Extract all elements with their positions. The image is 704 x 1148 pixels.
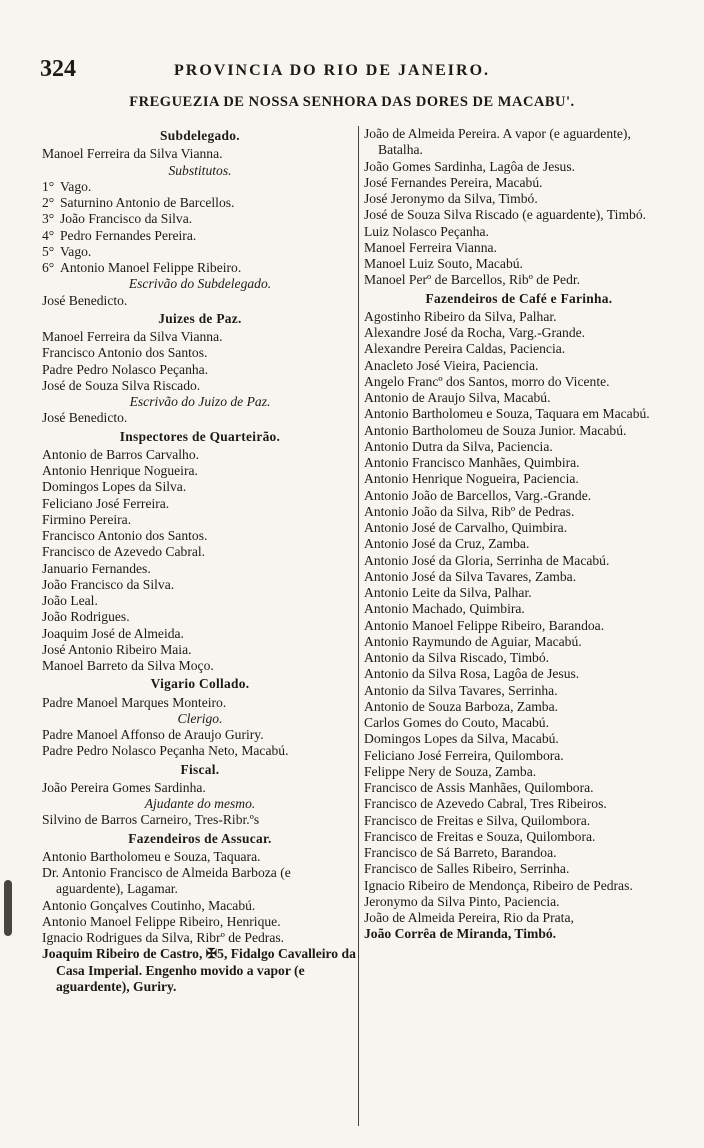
list-item: João de Almeida Pereira. A vapor (e aguardente), Batalha. (364, 126, 631, 158)
clerigo-label: Clerigo. (177, 710, 223, 726)
left-column (42, 126, 358, 995)
list-item: José de Souza Silva Riscado (e aguardente), Timbó. (364, 207, 647, 223)
list-item: Padre Pedro Nolasco Peçanha Neto, Macabú. (42, 743, 289, 759)
list-item: Manoel Ferreira Vianna. (364, 239, 497, 255)
list-item (42, 195, 358, 211)
list-item: Manoel Perº de Barcellos, Ribº de Pedr. (364, 272, 581, 288)
substituto-name: Vago. (60, 178, 92, 194)
list-item: Antonio José da Cruz, Zamba. (364, 536, 530, 552)
list-item: Antonio da Silva Tavares, Serrinha. (364, 682, 558, 698)
list-item: Ignacio Rodrigues da Silva, Ribrº de Pedras. (42, 930, 285, 945)
list-item: João Leal. (42, 593, 98, 608)
fiscal-name: João Pereira Gomes Sardinha. (42, 779, 206, 795)
vigario-name: Padre Manoel Marques Monteiro. (42, 694, 227, 710)
list-item: Domingos Lopes da Silva, Macabú. (364, 731, 559, 747)
page-number: 324 (40, 56, 76, 82)
list-item: Domingos Lopes da Silva. (42, 479, 187, 495)
list-item: Francisco de Salles Ribeiro, Serrinha. (364, 861, 570, 877)
list-item: Januario Fernandes. (42, 560, 151, 576)
list-item: Francisco de Azevedo Cabral, Tres Ribeiros. (364, 796, 607, 812)
clerigos-list (42, 727, 358, 760)
section-title-inspectores: Inspectores de Quarteirão. (119, 428, 281, 444)
list-item (42, 260, 358, 276)
list-item: Felippe Nery de Souza, Zamba. (364, 763, 537, 779)
list-item: José Jeronymo da Silva, Timbó. (364, 191, 538, 206)
list-item: Antonio Manoel Felippe Ribeiro, Barandoa. (364, 617, 605, 633)
list-item: Antonio Gonçalves Coutinho, Macabú. (42, 897, 256, 913)
list-item: Antonio Henrique Nogueira, Paciencia. (364, 471, 579, 487)
list-item: Antonio João de Barcellos, Varg.-Grande. (364, 487, 592, 503)
list-item: Joaquim José de Almeida. (42, 625, 184, 641)
list-item: Angelo Francº dos Santos, morro do Vicente. (364, 373, 610, 389)
list-item: José Fernandes Pereira, Macabú. (364, 174, 543, 190)
ordinal-number: 6° (42, 260, 55, 275)
list-item: Ignacio Ribeiro de Mendonça, Ribeiro de Pedras. (364, 877, 633, 893)
list-item: Antonio Raymundo de Aguiar, Macabú. (364, 633, 582, 649)
list-item: Francisco de Sá Barreto, Barandoa. (364, 845, 557, 860)
list-item: Dr. Antonio Francisco de Almeida Barboza (e aguardente), Lagamar. (42, 865, 291, 897)
list-item: Antonio Manoel Felippe Ribeiro, Henrique. (42, 913, 281, 929)
substituto-name: Antonio Manoel Felippe Ribeiro. (60, 260, 242, 275)
list-item: Antonio José de Carvalho, Quimbira. (364, 520, 568, 535)
list-item: Agostinho Ribeiro da Silva, Palhar. (364, 308, 557, 324)
list-item: Anacleto José Vieira, Paciencia. (364, 357, 539, 373)
list-item: Manoel Ferreira da Silva Vianna. (42, 329, 223, 344)
list-item: Luiz Nolasco Peçanha. (364, 223, 489, 239)
page-edge-mark (4, 880, 12, 936)
section-title-fiscal: Fiscal. (180, 761, 220, 777)
subdelegado-name: Manoel Ferreira da Silva Vianna. (42, 146, 223, 162)
inspectores-list (42, 447, 358, 675)
list-item: Carlos Gomes do Couto, Macabú. (364, 715, 550, 730)
substituto-name: Saturnino Antonio de Barcellos. (60, 195, 235, 210)
list-item: João de Almeida Pereira, Rio da Prata, (364, 910, 574, 925)
list-item (42, 211, 358, 227)
escrivao-subdelegado-name: José Benedicto. (42, 292, 128, 308)
ajudante-name: Silvino de Barros Carneiro, Tres-Ribr.ºs (42, 812, 260, 828)
parish-title: FREGUEZIA DE NOSSA SENHORA DAS DORES DE MACABU'. (129, 94, 575, 110)
ordinal-number: 5° (42, 243, 55, 259)
list-item: Francisco de Freitas e Souza, Quilombora. (364, 828, 596, 844)
list-item: Antonio de Souza Barboza, Zamba. (364, 698, 559, 714)
list-item: Antonio Bartholomeu de Souza Junior. Macabú. (364, 422, 627, 438)
list-item: Antonio Machado, Quimbira. (364, 601, 525, 617)
list-item: Francisco de Azevedo Cabral. (42, 544, 206, 560)
list-item: João Gomes Sardinha, Lagôa de Jesus. (364, 158, 576, 174)
section-title-assucar: Fazendeiros de Assucar. (128, 830, 272, 846)
ordinal-number: 4° (42, 227, 55, 243)
column-divider (358, 126, 359, 1126)
escrivao-juizo-label: Escrivão do Juizo de Paz. (129, 394, 271, 409)
ordinal-number: 2° (42, 195, 55, 210)
list-item: Antonio da Silva Riscado, Timbó. (364, 650, 550, 665)
list-item: Padre Manoel Affonso de Araujo Guriry. (42, 727, 264, 742)
substitutos-list (42, 179, 358, 277)
list-item: João Rodrigues. (42, 609, 130, 625)
list-item (42, 228, 358, 244)
list-item (42, 244, 358, 260)
substitutos-label: Substitutos. (168, 162, 232, 178)
juizes-list (42, 329, 358, 394)
list-item: Firmino Pereira. (42, 511, 132, 527)
list-item: Joaquim Ribeiro de Castro, ✠5, Fidalgo Cavalleiro da Casa Imperial. Engenho movido a vapor (e aguardente), Guriry. (42, 946, 356, 994)
section-title-cafe: Fazendeiros de Café e Farinha. (425, 290, 613, 306)
substituto-name: João Francisco da Silva. (60, 211, 193, 227)
escrivao-juizo-name: José Benedicto. (42, 410, 128, 426)
list-item: Antonio José da Gloria, Serrinha de Macabú. (364, 552, 610, 568)
list-item: Antonio Dutra da Silva, Paciencia. (364, 438, 553, 454)
assucar-list (42, 849, 358, 995)
ajudante-label: Ajudante do mesmo. (144, 796, 256, 811)
section-title-juizes: Juizes de Paz. (158, 310, 242, 326)
list-item: José de Souza Silva Riscado. (42, 377, 201, 393)
list-item: Alexandre Pereira Caldas, Paciencia. (364, 341, 566, 357)
list-item: Francisco de Assis Manhães, Quilombora. (364, 780, 594, 795)
list-item: Antonio de Araujo Silva, Macabú. (364, 390, 551, 405)
list-item: Manoel Barreto da Silva Moço. (42, 658, 214, 673)
list-item: João Francisco da Silva. (42, 576, 175, 592)
list-item: Antonio João da Silva, Ribº de Pedras. (364, 503, 575, 519)
right-column (364, 126, 674, 943)
list-item: Jeronymo da Silva Pinto, Paciencia. (364, 893, 560, 909)
running-title: PROVINCIA DO RIO DE JANEIRO. (174, 62, 491, 79)
substituto-name: Pedro Fernandes Pereira. (60, 227, 197, 243)
substituto-name: Vago. (60, 243, 92, 259)
list-item: Feliciano José Ferreira, Quilombora. (364, 747, 564, 763)
ordinal-number: 3° (42, 211, 55, 227)
cafe-list (364, 309, 674, 943)
list-item: Antonio Francisco Manhães, Quimbira. (364, 455, 580, 470)
page-header (34, 56, 684, 88)
list-item: José Antonio Ribeiro Maia. (42, 641, 192, 657)
escrivao-subdelegado-label: Escrivão do Subdelegado. (128, 276, 272, 292)
list-item: Manoel Luiz Souto, Macabú. (364, 256, 523, 271)
list-item: Antonio José da Silva Tavares, Zamba. (364, 568, 577, 584)
list-item: Francisco de Freitas e Silva, Quilombora. (364, 812, 591, 828)
section-title-vigario: Vigario Collado. (150, 676, 250, 692)
list-item: Francisco Antonio dos Santos. (42, 528, 208, 543)
list-item: Antonio Henrique Nogueira. (42, 463, 198, 478)
list-item: Alexandre José da Rocha, Varg.-Grande. (364, 325, 586, 340)
ordinal-number: 1° (42, 178, 55, 194)
assucar-continued-list (364, 126, 674, 289)
list-item: Antonio de Barros Carvalho. (42, 446, 200, 462)
list-item: João Corrêa de Miranda, Timbó. (364, 926, 557, 942)
list-item: Antonio da Silva Rosa, Lagôa de Jesus. (364, 666, 580, 682)
list-item (42, 179, 358, 195)
list-item: Antonio Bartholomeu e Souza, Taquara em Macabú. (364, 406, 650, 422)
section-title-subdelegado: Subdelegado. (160, 128, 240, 143)
list-item: Antonio Bartholomeu e Souza, Taquara. (42, 848, 261, 864)
list-item: Padre Pedro Nolasco Peçanha. (42, 361, 209, 377)
list-item: Antonio Leite da Silva, Palhar. (364, 585, 532, 600)
list-item: Feliciano José Ferreira. (42, 495, 170, 511)
list-item: Francisco Antonio dos Santos. (42, 345, 208, 361)
